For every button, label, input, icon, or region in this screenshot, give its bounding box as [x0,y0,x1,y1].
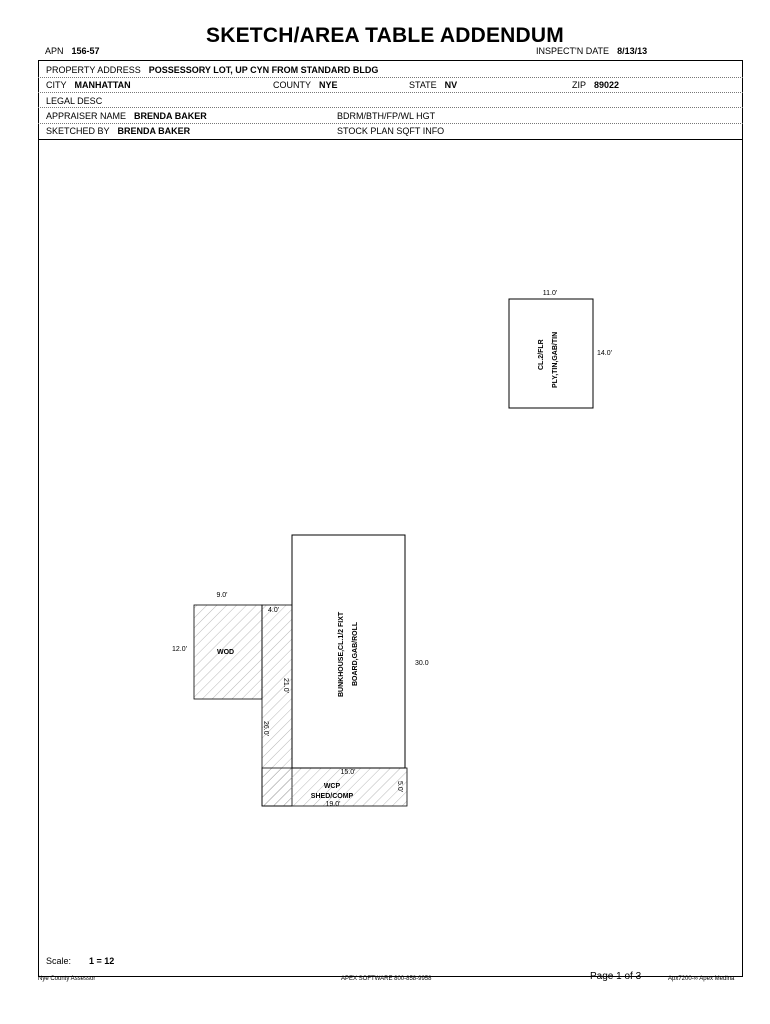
sketched-by-value: BRENDA BAKER [117,126,191,136]
property-address-value: POSSESSORY LOT, UP CYN FROM STANDARD BLDG [148,65,379,75]
apn-value: 156-57 [71,46,100,56]
shed-top-dim: 11.0' [542,290,558,297]
assessor-name: Nye County Assessor [38,976,96,982]
bunkhouse-side-dim: 30.0 [415,660,429,667]
scale-value: 1 = 12 [89,956,115,966]
wod-inner-dim: 4.0' [268,607,280,614]
bunkhouse-label-class: BUNKHOUSE,CL.1/2 FIXT [338,611,345,697]
page-number: Page 1 of 3 [590,971,642,982]
county-label: COUNTY [273,80,311,90]
wcp-bottom-dim: 19.0' [325,801,341,808]
bdrm-label: BDRM/BTH/FP/WL HGT [337,111,436,121]
wcp-label: WCP [323,783,341,790]
city-value: MANHATTAN [74,80,131,90]
wcp-top-dim: 15.0' [340,769,356,776]
shed-label-class: CL.2/FLR [538,339,545,370]
scale-field [46,956,114,966]
wcp-side-dim: 5.0' [396,781,403,793]
zip-label: ZIP [572,80,587,90]
inspect-date-value: 8/13/13 [617,46,648,56]
inspect-date-label: INSPECT'N DATE [536,46,610,56]
shed-side-dim: 14.0' [597,350,612,357]
apn-label: APN [45,46,64,56]
county-value: NYE [319,80,338,90]
city-label: CITY [46,80,67,90]
wod-side-dim: 12.0' [172,646,187,653]
scale-label: Scale: [46,956,72,966]
stock-plan-label: STOCK PLAN SQFT INFO [337,126,445,136]
state-value: NV [444,80,458,90]
bunkhouse-label-materials: BOARD,GAB/ROLL [352,621,359,686]
appraiser-label: APPRAISER NAME [46,111,127,121]
page-title: SKETCH/AREA TABLE ADDENDUM [206,24,564,47]
zip-value: 89022 [594,80,620,90]
property-address-label: PROPERTY ADDRESS [46,65,141,75]
bunkhouse-outline [292,535,405,768]
form-id: Apx7200-∞ Apex Medina [668,976,735,982]
software-info: APEX SOFTWARE 800-858-9958 [341,976,432,982]
sketched-by-label: SKETCHED BY [46,126,110,136]
shed-label-materials: PLY,TIN,GAB/TIN [552,331,559,388]
wcp-label-shed: SHED/COMP [310,793,354,800]
wod-top-dim: 9.0' [216,592,228,599]
shed-outline [509,299,593,408]
wod-inner-vert-dim: 21.0' [282,678,289,693]
wod-label: WOD [217,649,235,656]
state-label: STATE [409,80,437,90]
wcp-left-dim: 26.0' [262,721,269,736]
appraiser-value: BRENDA BAKER [134,111,207,121]
legal-desc-label: LEGAL DESC [46,96,103,106]
